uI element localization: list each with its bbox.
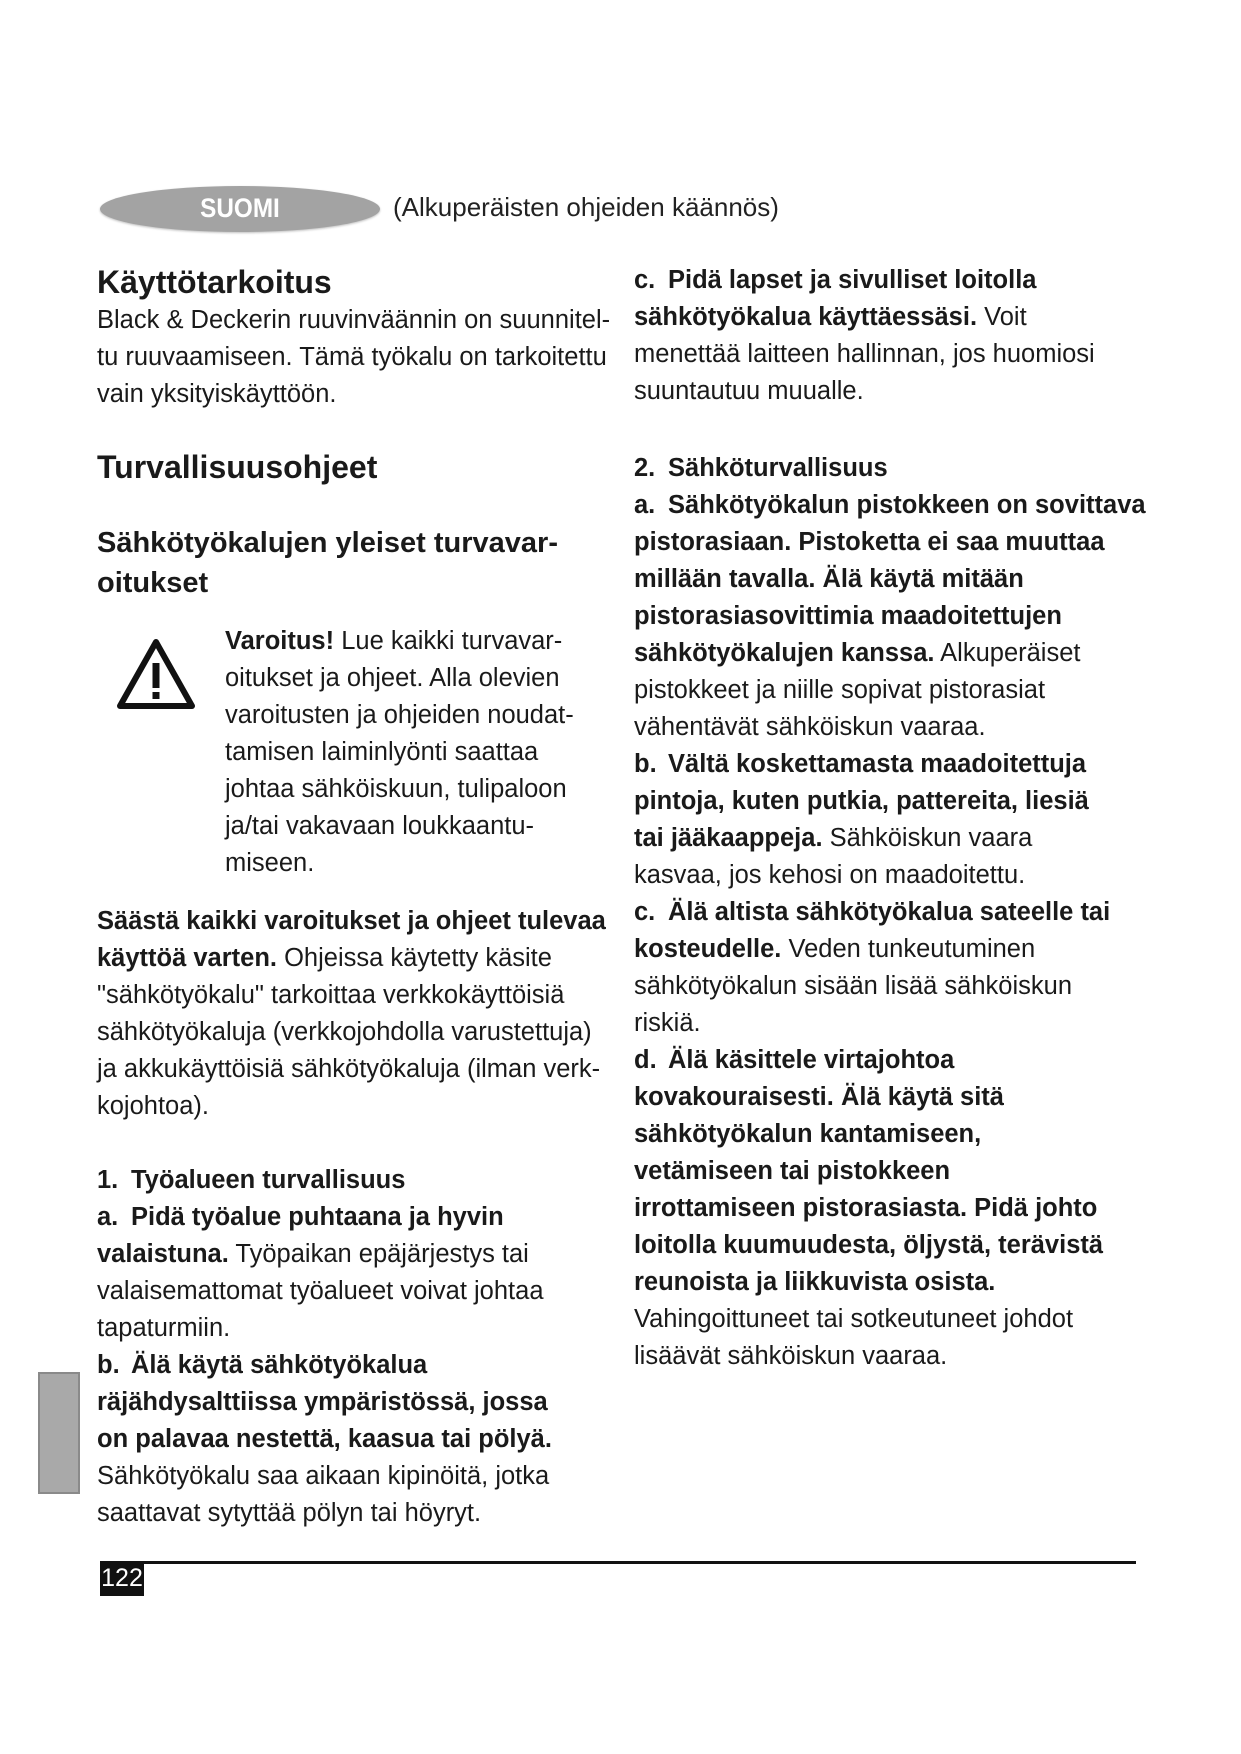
warning-label: Varoitus! [225,627,335,655]
intended-use-heading: Käyttötarkoitus [97,264,332,300]
warning-text: Varoitus! Lue kaikki turvavar- oitukset ja ohjeet. Alla olevien varoitusten ja ohjeiden noudat- tamisen laiminlyönti saattaa johtaa sähköiskuun, tulipaloon ja/tai vakavaan loukkaantu- miseen. [225,627,574,877]
intended-use-line: tu ruuvaamiseen. Tämä työkalu on tarkoitettu [97,343,607,371]
intended-use-line: vain yksityiskäyttöön. [97,380,337,408]
work-area-safety-section: 1. Työalueen turvallisuus a. Pidä työalue puhtaana ja hyvin valaistuna. Työpaikan epäjärjestys tai valaisemattomat työalueet voivat johtaa tapaturmiin. b. Älä käytä sähkötyökalua räjähdysalttiissa ympäristössä, jossa on palavaa nestettä, kaasua tai pölyä. Sähkötyökalu saa aikaan kipinöitä, jotka saattavat sytyttää pölyn tai höyryt. [97,1166,552,1527]
warning-triangle-icon [115,637,197,711]
section-heading: Työalueen turvallisuus [131,1166,406,1194]
translation-note: (Alkuperäisten ohjeiden käännös) [393,192,779,222]
section-heading: Sähköturvallisuus [668,454,888,482]
safety-heading: Turvallisuusohjeet [97,449,378,485]
intended-use-line: Black & Deckerin ruuvinväännin on suunnitel- [97,306,611,334]
language-label: SUOMI [200,193,280,223]
electrical-safety-section: 2. Sähköturvallisuus a. Sähkötyökalun pistokkeen on sovittava pistorasiaan. Pistoketta ei saa muuttaa millään tavalla. Älä käytä mitään pistorasiasovittimia maadoitettujen sähkötyökalujen kanssa. Alkuperäiset pistokkeet ja niille sopivat pistorasiat vähentävät sähköiskun vaaraa. b. Vältä koskettamasta maadoitettuja pintoja, kuten putkia, pattereita, liesiä tai jääkaappeja. Sähköiskun vaara kasvaa, jos kehosi on maadoitettu. c. Älä altista sähkötyökalua sateelle tai kosteudelle. Veden tunkeutuminen sähkötyökalun sisään lisää sähköiskun riskiä. d. Älä käsittele virtajohtoa kovakouraisesti. Älä käytä sitä sähkötyökalun kantamiseen, vetämiseen tai pistokkeen irrottamiseen pistorasiasta. Pidä johto loitolla kuumuudesta, öljystä, terävistä reunoista ja liikkuvista osista. Vahingoittuneet tai sotkeutuneet johdot lisäävät sähköiskun vaaraa. [634,454,1146,1370]
save-instructions-paragraph: Säästä kaikki varoitukset ja ohjeet tulevaa käyttöä varten. Ohjeissa käytetty käsite "sähkötyökalu" tarkoittaa verkkokäyttöisiä sähkötyökaluja (verkkojohdolla varustettuja) ja akkukäyttöisiä sähkötyökaluja (ilman verk- kojohtoa). [97,907,606,1120]
page-number: 122 [100,1561,144,1596]
right-column: c. Pidä lapset ja sivulliset loitolla sähkötyökalua käyttäessäsi. Voit menettää laitteen hallinnan, jos huomiosi suuntautuu muualle. 2. Sähköturvallisuus a. Sähkötyökalun pistokkeen on sovittava pistorasiaan. Pistoketta ei saa muuttaa millään tavalla. Älä käytä mitään pistorasiasovittimia maadoitettujen sähkötyökalujen kanssa. Alkuperäiset pistokkeet ja niille sopivat pistorasiat vähentävät sähköiskun vaaraa. b. Vältä koskettamasta maadoitettuja pintoja, kuten putkia, pattereita, liesiä tai jääkaappeja. Sähköiskun vaara kasvaa, jos kehosi on maadoitettu. c. Älä altista sähkötyökalua sateelle tai kosteudelle. Veden tunkeutuminen sähkötyökalun sisään lisää sähköiskun riskiä. d. Älä käsittele virtajohtoa kovakouraisesti. Älä käytä sitä sähkötyökalun kantamiseen, vetämiseen tai pistokkeen irrottamiseen pistorasiasta. Pidä johto loitolla kuumuudesta, öljystä, terävistä reunoista ja liikkuvista osista. Vahingoittuneet tai sotkeutuneet johdot lisäävät sähköiskun vaaraa. [634,262,1154,1375]
warning-block [97,623,617,881]
side-thumb-tab [38,1372,80,1494]
general-safety-heading-l2: oitukset [97,567,209,599]
left-column [97,262,617,1532]
footer-rule [100,1561,1136,1564]
general-safety-heading-l1: Sähkötyökalujen yleiset turvavar- [97,527,558,559]
